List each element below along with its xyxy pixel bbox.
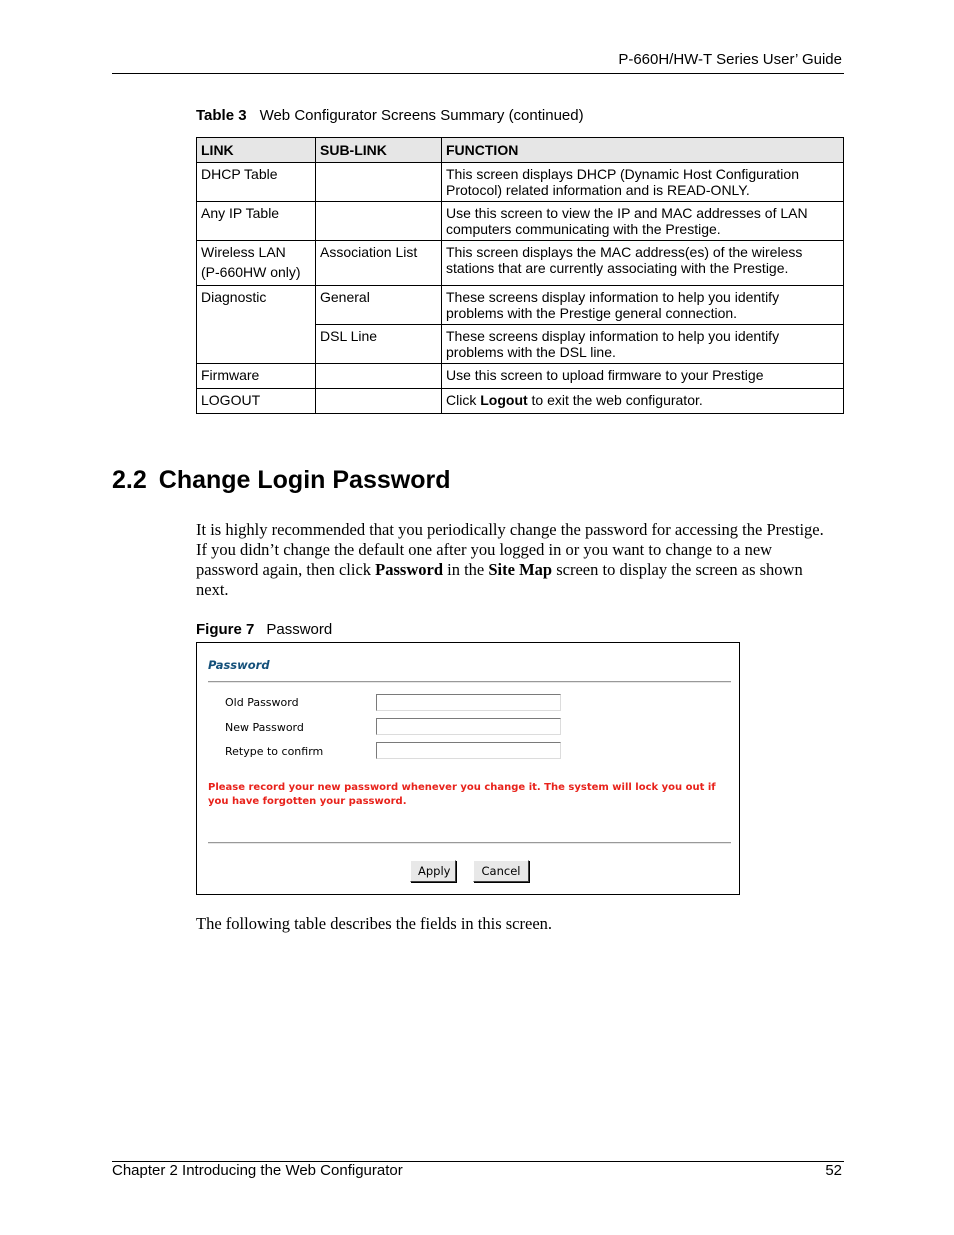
running-header-title: P-660H/HW-T Series User’ Guide <box>618 51 842 68</box>
cancel-button[interactable]: Cancel <box>473 860 529 882</box>
table-header-row <box>197 138 844 163</box>
cell-function <box>442 389 844 414</box>
figure-caption <box>196 621 332 638</box>
paragraph-bold-site-map: Site Map <box>488 560 553 579</box>
table-row <box>197 325 844 364</box>
cell-link: Firmware <box>197 364 316 389</box>
cell-function: This screen displays the MAC address(es) of the wireless stations that are currently associating with the Prestige. <box>442 241 844 286</box>
buttons-divider <box>208 842 731 844</box>
retype-password-label: Retype to confirm <box>225 745 324 758</box>
cell-sublink <box>316 163 442 202</box>
cell-sublink <box>316 202 442 241</box>
new-password-input[interactable] <box>376 718 561 735</box>
table-caption <box>196 107 584 124</box>
cell-sublink: DSL Line <box>316 325 442 364</box>
cell-link <box>197 325 316 364</box>
cell-function: Use this screen to upload firmware to your Prestige <box>442 364 844 389</box>
cell-function: Use this screen to view the IP and MAC addresses of LAN computers communicating with the Prestige. <box>442 202 844 241</box>
fields-description-paragraph: The following table describes the fields in this screen. <box>196 914 553 933</box>
table-row <box>197 389 844 414</box>
screens-summary-table <box>196 137 844 414</box>
cell-sublink <box>316 364 442 389</box>
retype-password-input[interactable] <box>376 742 561 759</box>
password-warning-text: Please record your new password whenever you change it. The system will lock you out if you have forgotten your password. <box>208 782 716 807</box>
figure-caption-text: Password <box>266 621 333 638</box>
paragraph-text: It is highly recommended that you periodically change the password for accessing the Prestige. If you didn’t change the default one after you logged in or you want to change to a new password again, then click <box>196 520 824 579</box>
cell-sublink <box>316 389 442 414</box>
function-text-bold: Logout <box>480 392 528 408</box>
table-caption-label: Table 3 <box>196 107 247 124</box>
column-header-function: FUNCTION <box>442 138 844 163</box>
table-row <box>197 241 844 286</box>
cell-link: LOGOUT <box>197 389 316 414</box>
old-password-input[interactable] <box>376 694 561 711</box>
apply-button[interactable]: Apply <box>410 860 456 882</box>
column-header-sublink: SUB-LINK <box>316 138 442 163</box>
table-row <box>197 163 844 202</box>
cell-link: Diagnostic <box>197 286 316 325</box>
table-row <box>197 202 844 241</box>
table-caption-text: Web Configurator Screens Summary (continued) <box>259 107 584 124</box>
column-header-link: LINK <box>197 138 316 163</box>
footer-chapter: Chapter 2 Introducing the Web Configurator <box>112 1162 403 1179</box>
section-title: Change Login Password <box>158 466 451 494</box>
paragraph-text: in the <box>443 560 489 579</box>
cell-function: This screen displays DHCP (Dynamic Host Configuration Protocol) related information and is READ-ONLY. <box>442 163 844 202</box>
section-number: 2.2 <box>112 466 147 494</box>
cell-link <box>197 241 316 286</box>
section-heading <box>112 466 450 495</box>
cell-function: These screens display information to help you identify problems with the DSL line. <box>442 325 844 364</box>
cell-sublink: Association List <box>316 241 442 286</box>
figure-caption-label: Figure 7 <box>196 621 255 638</box>
cell-function: These screens display information to help you identify problems with the Prestige general connection. <box>442 286 844 325</box>
header-divider <box>112 73 844 74</box>
function-text-pre: Click <box>446 392 481 408</box>
paragraph-text: screen to display the screen as shown next. <box>196 560 803 599</box>
intro-paragraph <box>196 520 836 600</box>
table-row <box>197 286 844 325</box>
title-divider <box>208 681 731 683</box>
function-text-post: to exit the web configurator. <box>527 392 703 408</box>
cell-link-line2: (P-660HW only) <box>201 264 301 280</box>
password-screenshot <box>196 642 740 895</box>
cell-link-line1: Wireless LAN <box>201 244 286 260</box>
password-screen-title: Password <box>208 658 270 672</box>
cell-link: Any IP Table <box>197 202 316 241</box>
paragraph-bold-password: Password <box>375 560 443 579</box>
footer-page-number: 52 <box>825 1162 842 1179</box>
old-password-label: Old Password <box>225 696 299 709</box>
cell-sublink: General <box>316 286 442 325</box>
cell-link: DHCP Table <box>197 163 316 202</box>
new-password-label: New Password <box>225 721 304 734</box>
table-row <box>197 364 844 389</box>
